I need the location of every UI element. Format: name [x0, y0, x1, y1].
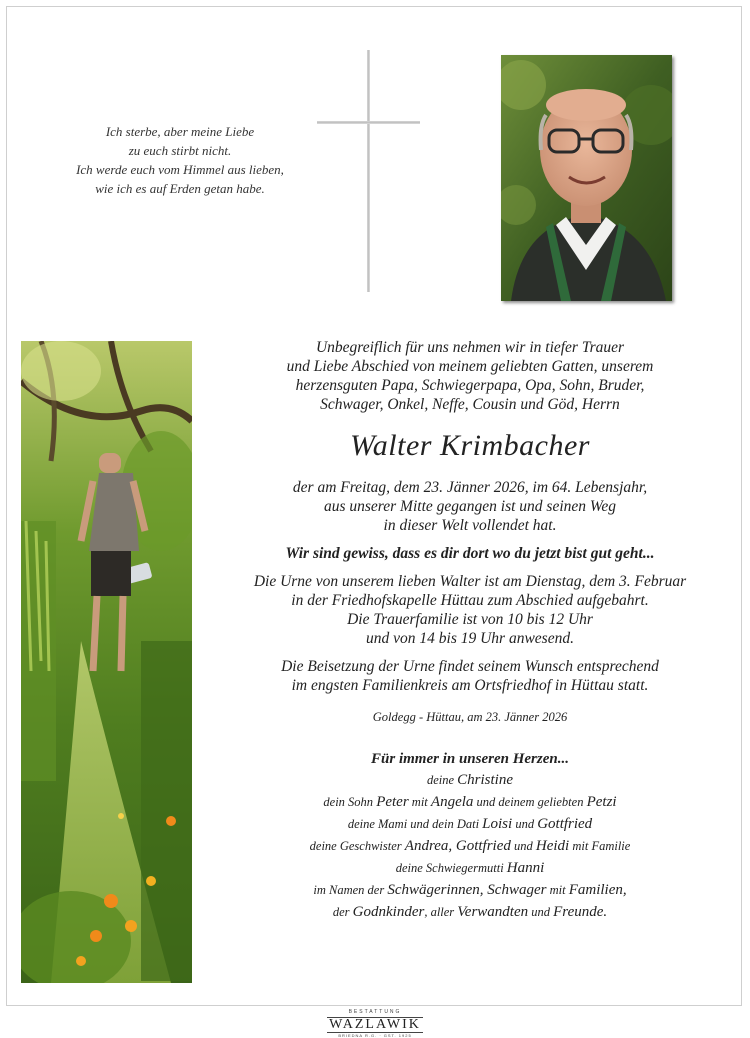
logo-brand: WAZLAWIK	[329, 1017, 421, 1032]
urn-line: Die Urne von unserem lieben Walter ist am Dienstag, dem 3. Februar	[253, 573, 687, 590]
obituary-text	[214, 338, 726, 923]
urn-line: in der Friedhofskapelle Hüttau zum Abschied aufgebahrt.	[291, 592, 649, 609]
garden-photo	[21, 341, 192, 983]
intro-line: und Liebe Abschied von meinem geliebten Gatten, unserem	[286, 358, 654, 375]
family-line: deine Geschwister Andrea, Gottfried und Heidi mit Familie	[309, 838, 631, 854]
deceased-name: Walter Krimbacher	[350, 429, 590, 462]
death-line: aus unserer Mitte gegangen ist und seinen Weg	[323, 498, 617, 515]
family-line: deine Mami und dein Dati Loisi und Gottfried	[347, 816, 593, 832]
forever-line: Für immer in unseren Herzen...	[371, 751, 569, 767]
place-date: Goldegg - Hüttau, am 23. Jänner 2026	[372, 710, 568, 724]
logo-sub-text: BRIEDNA R.G. · GST. 1925	[338, 1033, 412, 1038]
burial-line: Die Beisetzung der Urne findet seinem Wunsch entsprechend	[281, 658, 659, 675]
quote-line: zu euch stirbt nicht.	[128, 143, 232, 158]
quote-line: wie ich es auf Erden getan habe.	[95, 181, 265, 196]
family-line: dein Sohn Peter mit Angela und deinem geliebten Petzi	[323, 794, 617, 810]
portrait-photo	[501, 55, 672, 301]
family-line: deine Christine	[426, 772, 514, 788]
cross-icon	[367, 50, 370, 292]
intro-line: Schwager, Onkel, Neffe, Cousin und Göd, Herrn	[320, 396, 620, 413]
cross-icon-bar	[317, 121, 420, 124]
family-line: deine Schwiegermutti Hanni	[395, 860, 545, 876]
urn-line: Die Trauerfamilie ist von 10 bis 12 Uhr	[347, 611, 593, 628]
family-line: der Godnkinder, aller Verwandten und Freunde.	[332, 904, 608, 920]
death-line: in dieser Welt vollendet hat.	[383, 517, 557, 534]
burial-line: im engsten Familienkreis am Ortsfriedhof in Hüttau statt.	[291, 677, 649, 694]
intro-line: herzensguten Papa, Schwiegerpapa, Opa, Sohn, Bruder,	[295, 377, 645, 394]
funeral-home-logo	[0, 1009, 750, 1038]
quote-line: Ich werde euch vom Himmel aus lieben,	[76, 162, 284, 177]
urn-line: und von 14 bis 19 Uhr anwesend.	[366, 630, 574, 647]
certainty-line: Wir sind gewiss, dass es dir dort wo du jetzt bist gut geht...	[285, 545, 655, 562]
intro-line: Unbegreiflich für uns nehmen wir in tiefer Trauer	[315, 339, 625, 356]
logo-top-text: BESTATTUNG	[348, 1009, 402, 1015]
quote-block	[30, 122, 330, 198]
death-line: der am Freitag, dem 23. Jänner 2026, im 64. Lebensjahr,	[292, 479, 648, 496]
family-line: im Namen der Schwägerinnen, Schwager mit Familien,	[313, 882, 627, 898]
quote-line: Ich sterbe, aber meine Liebe	[105, 124, 255, 139]
